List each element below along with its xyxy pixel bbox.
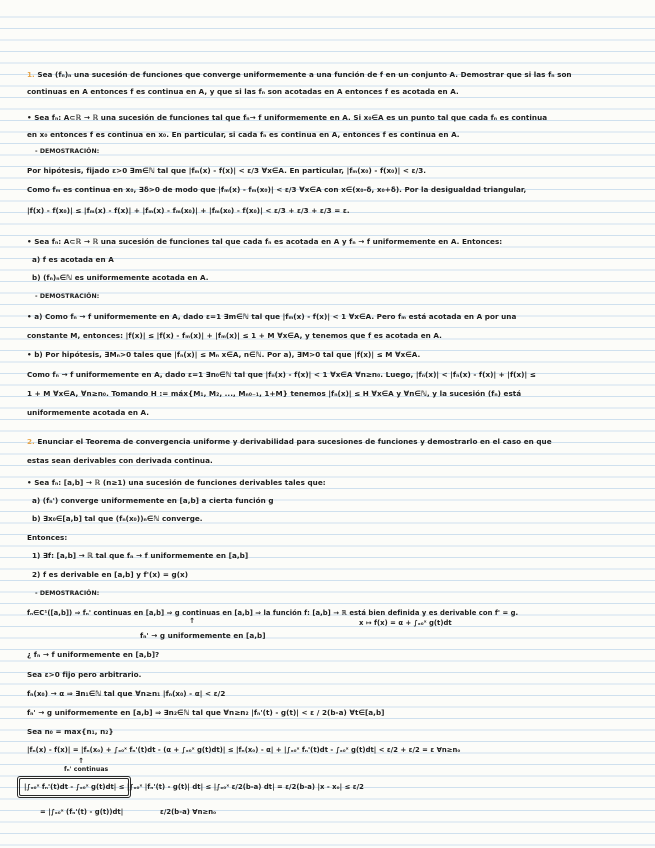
theorem-item-b: b) (fₙ)ₙ∈ℕ es uniformemente acotada en A.: [32, 273, 209, 282]
arrow-up: ↑: [189, 616, 196, 625]
theorem-line: • Sea fₙ: A⊂ℝ → ℝ una sucesión de funciones tal que cada fₙ es acotada en A y fₙ → f uniformemente en A. Entonces:: [27, 237, 503, 246]
proof-heading: - DEMOSTRACIÓN:: [35, 293, 100, 300]
proof-line: fₙ' → g uniformemente en [a,b] ⇒ ∃n₂∈ℕ tal que ∀n≥n₂ |fₙ'(t) - g(t)| < ε / 2(b-a) ∀t∈[a,b]: [27, 708, 385, 717]
proof-line: Por hipótesis, fijado ε>0 ∃m∈ℕ tal que |fₘ(x) - f(x)| < ε/3 ∀x∈A. En particular, |fₘ(x₀) - f(x₀)| < ε/3.: [27, 166, 427, 175]
theorem-item-a: a) f es acotada en A: [32, 255, 114, 264]
proof-line: uniformemente acotada en A.: [27, 408, 150, 417]
exercise-number: 1.: [27, 70, 35, 79]
proof-line: Como fₙ → f uniformemente en A, dado ε=1 ∃n₀∈ℕ tal que |fₙ(x) - f(x)| < 1 ∀x∈A ∀n≥n₀. Luego, |fₙ(x)| < |fₙ(x) - f(x)| + |f(x)| ≤: [27, 370, 536, 379]
proof-line: |fₙ(x) - f(x)| = |fₙ(x₀) + ∫ₓ₀ˣ fₙ'(t)dt - (α + ∫ₓ₀ˣ g(t)dt)| ≤ |fₙ(x₀) - α| + |∫ₓ₀ˣ fₙ'(t)dt - ∫ₓ₀ˣ g(t)dt| < ε/2 + ε/2 = ε ∀n≥n₀: [27, 746, 461, 754]
theorem-item-a: a) (fₙ') converge uniformemente en [a,b] a cierta función g: [32, 496, 274, 505]
proof-line: |∫ₓ₀ˣ fₙ'(t)dt - ∫ₓ₀ˣ g(t)dt| ≤ |∫ₓ₀ˣ |fₙ'(t) - g(t)| dt| ≤ |∫ₓ₀ˣ ε/2(b-a) dt| = ε/2(b-a) |x - x₀| ≤ ε/2: [24, 783, 364, 791]
theorem-line: en x₀ entonces f es continua en x₀. En particular, si cada fₙ es continua en A, entonces f es continua en A.: [27, 130, 460, 139]
proof-line: fₙ(x₀) → α ⇒ ∃n₁∈ℕ tal que ∀n≥n₁ |fₙ(x₀) - α| < ε/2: [27, 689, 226, 698]
theorem-line: • Sea fₙ: A⊂ℝ → ℝ una sucesión de funciones tal que fₙ→ f uniformemente en A. Si x₀∈A es un punto tal que cada fₙ es continua: [27, 113, 548, 122]
proof-heading: - DEMOSTRACIÓN:: [35, 590, 100, 597]
proof-note: fₙ' continuas: [64, 766, 109, 773]
proof-line: ε/2(b-a) ∀n≥n₀: [160, 808, 217, 816]
exercise-2-statement: [27, 437, 552, 446]
proof-heading: - DEMOSTRACIÓN:: [35, 148, 100, 155]
exercise-1-statement: [27, 70, 572, 79]
proof-line: = |∫ₓ₀ˣ (fₙ'(t) - g(t))dt|: [40, 808, 124, 816]
text-line: Entonces:: [27, 533, 68, 542]
arrow-up: ↑: [78, 756, 85, 765]
text-line: continuas en A entonces f es continua en A, y que si las fₙ son acotadas en A entonces f es acotada en A.: [27, 87, 459, 96]
proof-line: fₙ∈C¹([a,b]) ⇒ fₙ' continuas en [a,b] ⇒ g continuas en [a,b] ⇒ la función f: [a,b] → ℝ está bien definida y es derivable con f' = g.: [27, 609, 519, 617]
exercise-2-text: Enunciar el Teorema de convergencia uniforme y derivabilidad para sucesiones de funciones y demostrarlo en el caso en que: [37, 437, 552, 446]
proof-line: • a) Como fₙ → f uniformemente en A, dado ε=1 ∃m∈ℕ tal que |fₘ(x) - f(x)| < 1 ∀x∈A. Pero fₘ está acotada en A por una: [27, 312, 517, 321]
theorem-item-b: b) ∃x₀∈[a,b] tal que (fₙ(x₀))ₙ∈ℕ converge.: [32, 514, 203, 523]
proof-line: Como fₘ es continua en x₀, ∃δ>0 de modo que |fₘ(x) - fₘ(x₀)| < ε/3 ∀x∈A con x∈(x₀-δ, x₀+δ). Por la desigualdad triangular,: [27, 185, 527, 194]
question-line: ¿ fₙ → f uniformemente en [a,b]?: [27, 650, 160, 659]
proof-line: constante M, entonces: |f(x)| ≤ |f(x) - fₘ(x)| + |fₘ(x)| ≤ 1 + M ∀x∈A, y tenemos que f es acotada en A.: [27, 331, 442, 340]
theorem-line: • Sea fₙ: [a,b] → ℝ (n≥1) una sucesión de funciones derivables tales que:: [27, 478, 326, 487]
text-line: estas sean derivables con derivada continua.: [27, 456, 213, 465]
exercise-number: 2.: [27, 437, 35, 446]
proof-line: Sea ε>0 fijo pero arbitrario.: [27, 670, 142, 679]
proof-formula: x ↦ f(x) = α + ∫ₓ₀ˣ g(t)dt: [359, 619, 452, 627]
conclusion-2: 2) f es derivable en [a,b] y f'(x) = g(x): [32, 570, 189, 579]
conclusion-1: 1) ∃f: [a,b] → ℝ tal que fₙ → f uniformemente en [a,b]: [32, 551, 249, 560]
exercise-1-text: Sea (fₙ)ₙ una sucesión de funciones que converge uniformemente a una función de f en un conjunto A. Demostrar que si las fₙ son: [37, 70, 572, 79]
proof-line: • b) Por hipótesis, ∃Mₙ>0 tales que |fₙ(x)| ≤ Mₙ x∈A, n∈ℕ. Por a), ∃M>0 tal que |f(x)| ≤ M ∀x∈A.: [27, 350, 421, 359]
proof-line: |f(x) - f(x₀)| ≤ |fₘ(x) - f(x)| + |fₘ(x) - fₘ(x₀)| + |fₘ(x₀) - f(x₀)| < ε/3 + ε/3 + ε/3 = ε.: [27, 206, 350, 215]
proof-line: Sea n₀ = max{n₁, n₂}: [27, 727, 114, 736]
proof-line: 1 + M ∀x∈A, ∀n≥n₀. Tomando H := máx{M₁, M₂, ..., Mₙ₀₋₁, 1+M} tenemos |fₙ(x)| ≤ H ∀x∈A y ∀n∈ℕ, y la sucesión (fₙ) está: [27, 389, 522, 398]
proof-line: fₙ' → g uniformemente en [a,b]: [140, 631, 266, 640]
